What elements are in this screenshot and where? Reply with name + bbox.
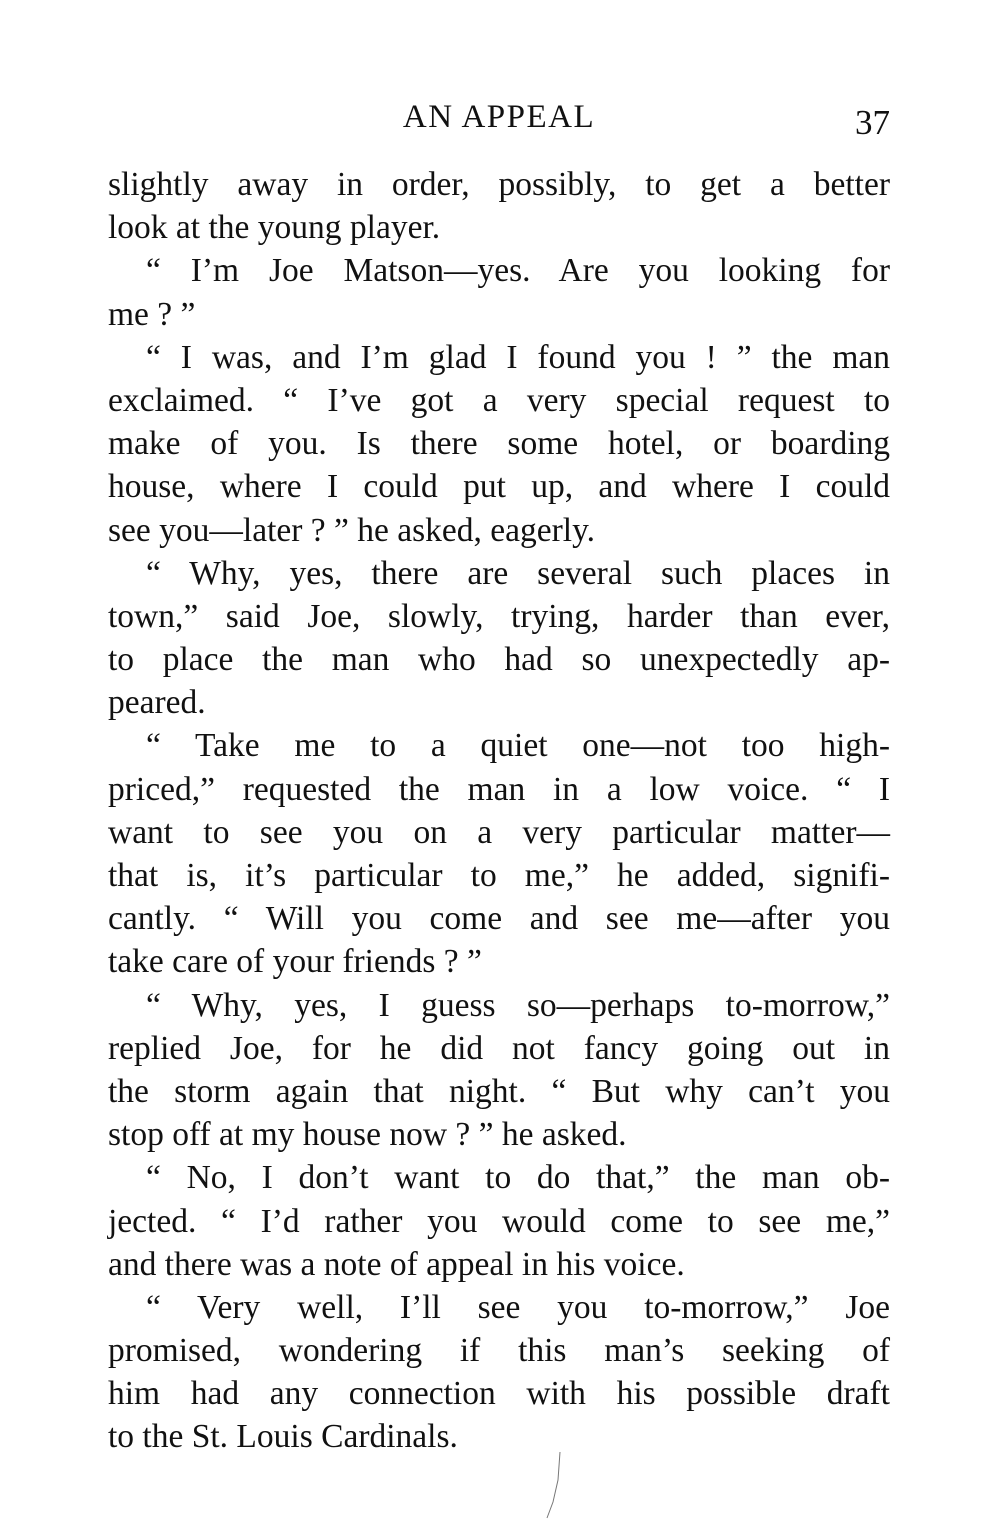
text-line: exclaimed. “ I’ve got a very special request to bbox=[108, 381, 890, 419]
text-line: “ No, I don’t want to do that,” the man ob- bbox=[146, 1159, 890, 1197]
text-line: jected. “ I’d rather you would come to see me,” bbox=[108, 1202, 890, 1240]
text-line: “ I’m Joe Matson—yes. Are you looking for bbox=[146, 252, 890, 290]
text-line: promised, wondering if this man’s seeking of bbox=[108, 1332, 890, 1370]
text-line: “ Why, yes, there are several such places in bbox=[146, 554, 890, 592]
text-line: priced,” requested the man in a low voice. “ I bbox=[108, 770, 890, 808]
text-line: stop off at my house now ? ” he asked. bbox=[108, 1116, 627, 1154]
text-line: slightly away in order, possibly, to get a better bbox=[108, 166, 890, 203]
text-line: “ Very well, I’ll see you to-morrow,” Joe bbox=[146, 1288, 890, 1326]
page-number: 37 bbox=[855, 103, 890, 142]
text-line: “ Why, yes, I guess so—perhaps to-morrow,” bbox=[146, 986, 890, 1024]
text-line: and there was a note of appeal in his voice. bbox=[108, 1245, 685, 1283]
text-line: to the St. Louis Cardinals. bbox=[108, 1418, 458, 1456]
text-line: me ? ” bbox=[108, 295, 196, 333]
text-line: him had any connection with his possible draft bbox=[108, 1375, 890, 1413]
text-line: “ I was, and I’m glad I found you ! ” the man bbox=[146, 338, 890, 376]
text-line: the storm again that night. “ But why can’t you bbox=[108, 1072, 890, 1110]
text-line: make of you. Is there some hotel, or boarding bbox=[108, 425, 890, 463]
text-line: town,” said Joe, slowly, trying, harder than ever, bbox=[108, 597, 890, 635]
text-line: replied Joe, for he did not fancy going out in bbox=[108, 1029, 890, 1067]
text-line: see you—later ? ” he asked, eagerly. bbox=[108, 511, 596, 549]
text-line: house, where I could put up, and where I could bbox=[108, 468, 890, 506]
text-line: cantly. “ Will you come and see me—after you bbox=[108, 900, 890, 938]
text-line: peared. bbox=[108, 684, 206, 722]
text-line: take care of your friends ? ” bbox=[108, 943, 482, 981]
stray-pencil-mark bbox=[544, 1450, 564, 1520]
text-line: that is, it’s particular to me,” he added, signifi- bbox=[108, 857, 890, 894]
page-header bbox=[108, 92, 890, 142]
text-line: to place the man who had so unexpectedly ap- bbox=[108, 641, 890, 679]
body-text bbox=[108, 163, 890, 1459]
text-line: look at the young player. bbox=[108, 209, 441, 247]
text-line: “ Take me to a quiet one—not too high- bbox=[146, 727, 890, 765]
running-head: AN APPEAL bbox=[402, 99, 596, 135]
text-line: want to see you on a very particular matter— bbox=[108, 813, 890, 851]
